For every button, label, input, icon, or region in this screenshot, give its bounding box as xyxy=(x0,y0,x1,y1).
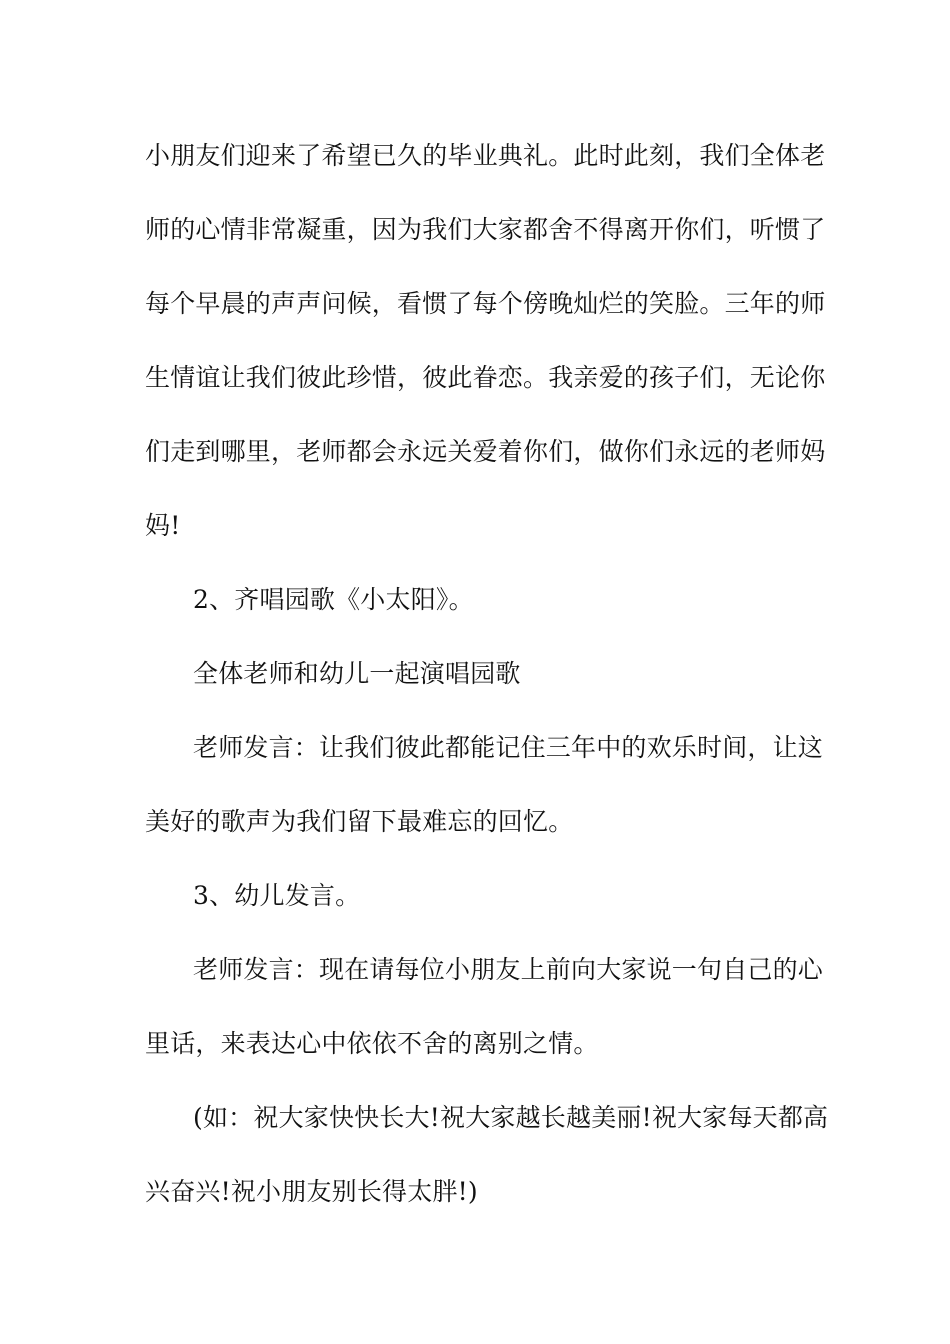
paragraph-line: 师的心情非常凝重，因为我们大家都舍不得离开你们，听惯了 xyxy=(145,215,826,244)
paragraph-line: 们走到哪里，老师都会永远关爱着你们，做你们永远的老师妈 xyxy=(145,437,826,466)
paragraph-line: 里话，来表达心中依依不舍的离别之情。 xyxy=(145,1029,599,1058)
paragraph-line: 美好的歌声为我们留下最难忘的回忆。 xyxy=(145,807,574,836)
paragraph-line: 每个早晨的声声问候，看惯了每个傍晚灿烂的笑脸。三年的师 xyxy=(145,289,826,318)
section-heading: 2、齐唱园歌《小太阳》。 xyxy=(193,585,474,614)
paragraph-line: 小朋友们迎来了希望已久的毕业典礼。此时此刻，我们全体老 xyxy=(145,141,826,170)
paragraph-line: 妈! xyxy=(145,511,181,540)
paragraph-line: 老师发言：现在请每位小朋友上前向大家说一句自己的心 xyxy=(193,955,824,984)
paragraph-line: 兴奋兴!祝小朋友别长得太胖!) xyxy=(145,1177,478,1206)
section-heading: 3、幼儿发言。 xyxy=(193,881,361,910)
paragraph-line: 老师发言：让我们彼此都能记住三年中的欢乐时间，让这 xyxy=(193,733,824,762)
paragraph-line: (如：祝大家快快长大!祝大家越长越美丽!祝大家每天都高 xyxy=(193,1103,829,1132)
paragraph-line: 生情谊让我们彼此珍惜，彼此眷恋。我亲爱的孩子们，无论你 xyxy=(145,363,826,392)
paragraph-line: 全体老师和幼儿一起演唱园歌 xyxy=(193,659,521,688)
